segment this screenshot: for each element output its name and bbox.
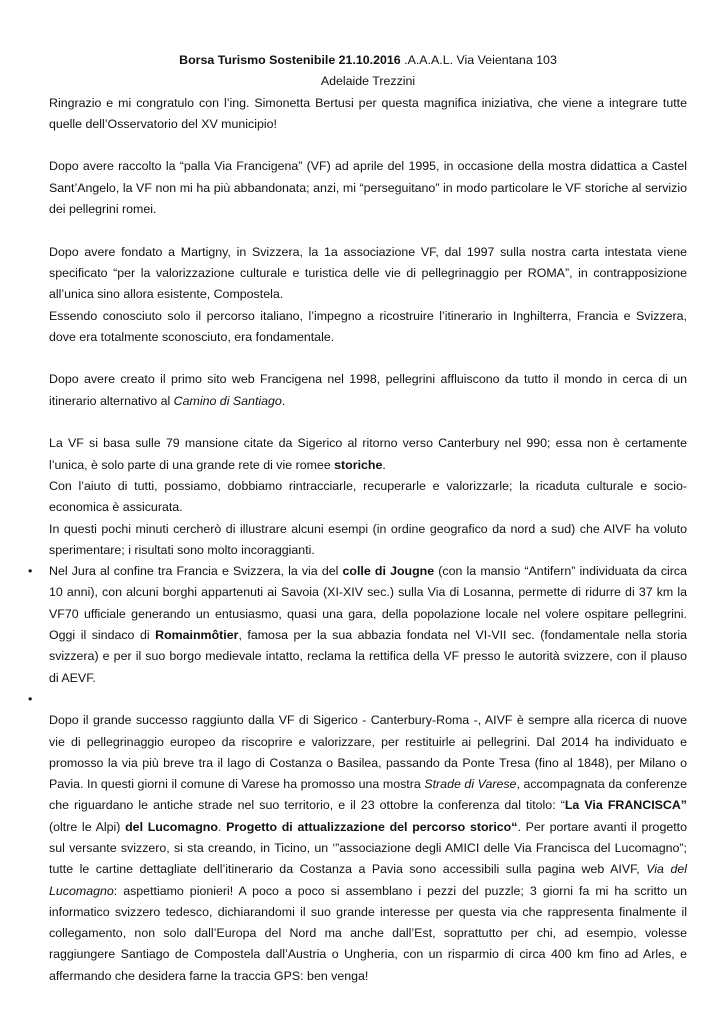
bold-span: La Via FRANCISCA”	[564, 798, 687, 813]
paragraph-thanks: Ringrazio e mi congratulo con l’ing. Simonetta Bertusi per questa magnifica iniziativa, che viene a integrare tutte quelle dell’Osservatorio del XV municipio!	[49, 95, 687, 131]
paragraph-lucomagno	[49, 710, 687, 987]
bold-span: colle di Jougne	[342, 564, 435, 579]
text-span: .	[382, 457, 386, 472]
paragraph-sigerico	[49, 433, 687, 476]
text-span: (oltre le Alpi)	[49, 819, 126, 834]
paragraph-francigena-1995: Dopo avere raccolto la “palla Via Francigena” (VF) ad aprile del 1995, in occasione della mostra didattica a Castel Sant’Angelo, la VF non mi ha più abbandonata; anzi, mi “perseguitano” in modo particolare le VF storiche al servizio dei pellegrini romei.	[49, 159, 687, 217]
title-rest: .A.A.A.L. Via Veientana 103	[400, 53, 557, 67]
spacer	[49, 348, 687, 369]
text-span: : aspettiamo pionieri! A poco a poco si assemblano i pezzi del puzzle; 3 giorni fa mi ha scritto un informatico svizzero tedesco, dichiarandomi il suo grande interesse per questa via che rappresenta finalmente il collegamento, non solo dall’Europa del Nord ma anche dall’Est, soprattutto per chi, ad esempio, volesse raggiungere Santiago de Compostela dall’Austria o Ungheria, con un risparmio di circa 400 km fino ad Arles, e affermando che desidera farne la traccia GPS: ben venga!	[49, 883, 687, 983]
paragraph-martigny: Dopo avere fondato a Martigny, in Svizzera, la 1a associazione VF, dal 1997 sulla nostra carta intestata viene specificato “per la valorizzazione culturale e turistica delle vie di pellegrinaggio per ROMA”, in contrapposizione all’unica sino allora esistente, Compostela.	[49, 244, 687, 302]
spacer	[49, 412, 687, 433]
text-span: , famosa per la sua abbazia fondata nel VI-VII sec. (fondamentale nella storia svizzera) e per il suo borgo medievale intatto, reclama la rettifica della VF presso le autorità svizzere, con il plauso di AEVF.	[49, 628, 687, 685]
document-title	[49, 50, 687, 71]
document-page	[28, 50, 688, 987]
text-span: Dopo il grande successo raggiunto dalla VF di Sigerico - Canterbury-Roma -, AIVF è sempre alla ricerca di nuove vie di pellegrinaggio europeo da riscoprire e valorizzare, per restituirle ai pellegrini. Dal 2014 ha individuato e promosso la via più breve tra il lago di Costanza o Basilea, passando da Ponte Tresa (fino al 1848), per Milano o Pavia. In questi giorni il comune di Varese ha promosso una mostra	[49, 713, 687, 792]
paragraph-help: Con l’aiuto di tutti, possiamo, dobbiamo rintracciarle, recuperarle e valorizzarle; la ricaduta culturale e socio-economica è assicurata.	[49, 478, 687, 515]
bullet-item-empty	[28, 689, 687, 710]
spacer	[49, 135, 687, 156]
paragraph-examples: In questi pochi minuti cercherò di illustrare alcuni esempi (in ordine geografico da nord a sud) che AIVF ha voluto sperimentare; i risultati sono molto incoraggianti.	[49, 521, 687, 557]
spacer	[49, 220, 687, 241]
text-span: , accompagnata da conferenze che riguardano le antiche strade nel suo territorio, e il 23 ottobre la conferenza dal titolo: “	[49, 777, 687, 813]
title-bold: Borsa Turismo Sostenibile 21.10.2016	[179, 53, 401, 67]
text-span: (con la mansio “Antifern” individuata da circa 10 anni), con alcuni borghi appartenuti ai Savoia (XI-XIV sec.) sulla Via di Losanna, permette di ridurre di 37 km la VF70 ufficiale generando un entusiasmo, quasi una gara, della popolazione locale nel volere ospitare pellegrini. Oggi il sindaco di	[49, 564, 687, 643]
author-name: Adelaide Trezzini	[320, 74, 416, 89]
italic-span: Strade di Varese	[424, 777, 517, 792]
bullet-item-jougne	[28, 561, 687, 689]
bullet-text	[49, 561, 687, 689]
text-span: .	[281, 393, 286, 408]
italic-span: Via del Lucomagno	[49, 862, 687, 898]
text-span: Dopo avere creato il primo sito web Francigena nel 1998, pellegrini affluiscono da tutto il mondo in cerca di un itinerario alternativo al	[49, 372, 687, 408]
text-span: La VF si basa sulle 79 mansione citate da Sigerico al ritorno verso Canterbury nel 990; essa non è certamente l’unica, è solo parte di una grande rete di vie romee	[49, 436, 687, 472]
bold-span: del Lucomagno	[125, 819, 218, 834]
text-span: .	[217, 819, 227, 834]
bullet-icon: •	[28, 564, 33, 579]
bullet-icon: •	[28, 691, 33, 706]
bold-span: Progetto di attualizzazione del percorso storico“	[226, 819, 518, 834]
text-span: Nel Jura al confine tra Francia e Svizzera, la via del	[49, 564, 343, 579]
paragraph-website	[49, 369, 687, 412]
text-span: . Per portare avanti il progetto sul versante svizzero, si sta creando, in Ticino, un ‘”associazione degli AMICI delle Via Francisca del Lucomagno”; tutte le cartine dettagliate dell’itinerario da Costanza a Pavia sono accessibili sulla pagina web AIVF,	[49, 819, 688, 877]
bold-span: storiche	[334, 457, 383, 472]
bold-span: Romainmôtier	[155, 628, 239, 643]
italic-span: Camino di Santiago	[173, 393, 282, 408]
paragraph-italian-route: Essendo conosciuto solo il percorso italiano, l’impegno a ricostruire l’itinerario in Inghilterra, Francia e Svizzera, dove era totalmente sconosciuto, era fondamentale.	[49, 308, 687, 344]
